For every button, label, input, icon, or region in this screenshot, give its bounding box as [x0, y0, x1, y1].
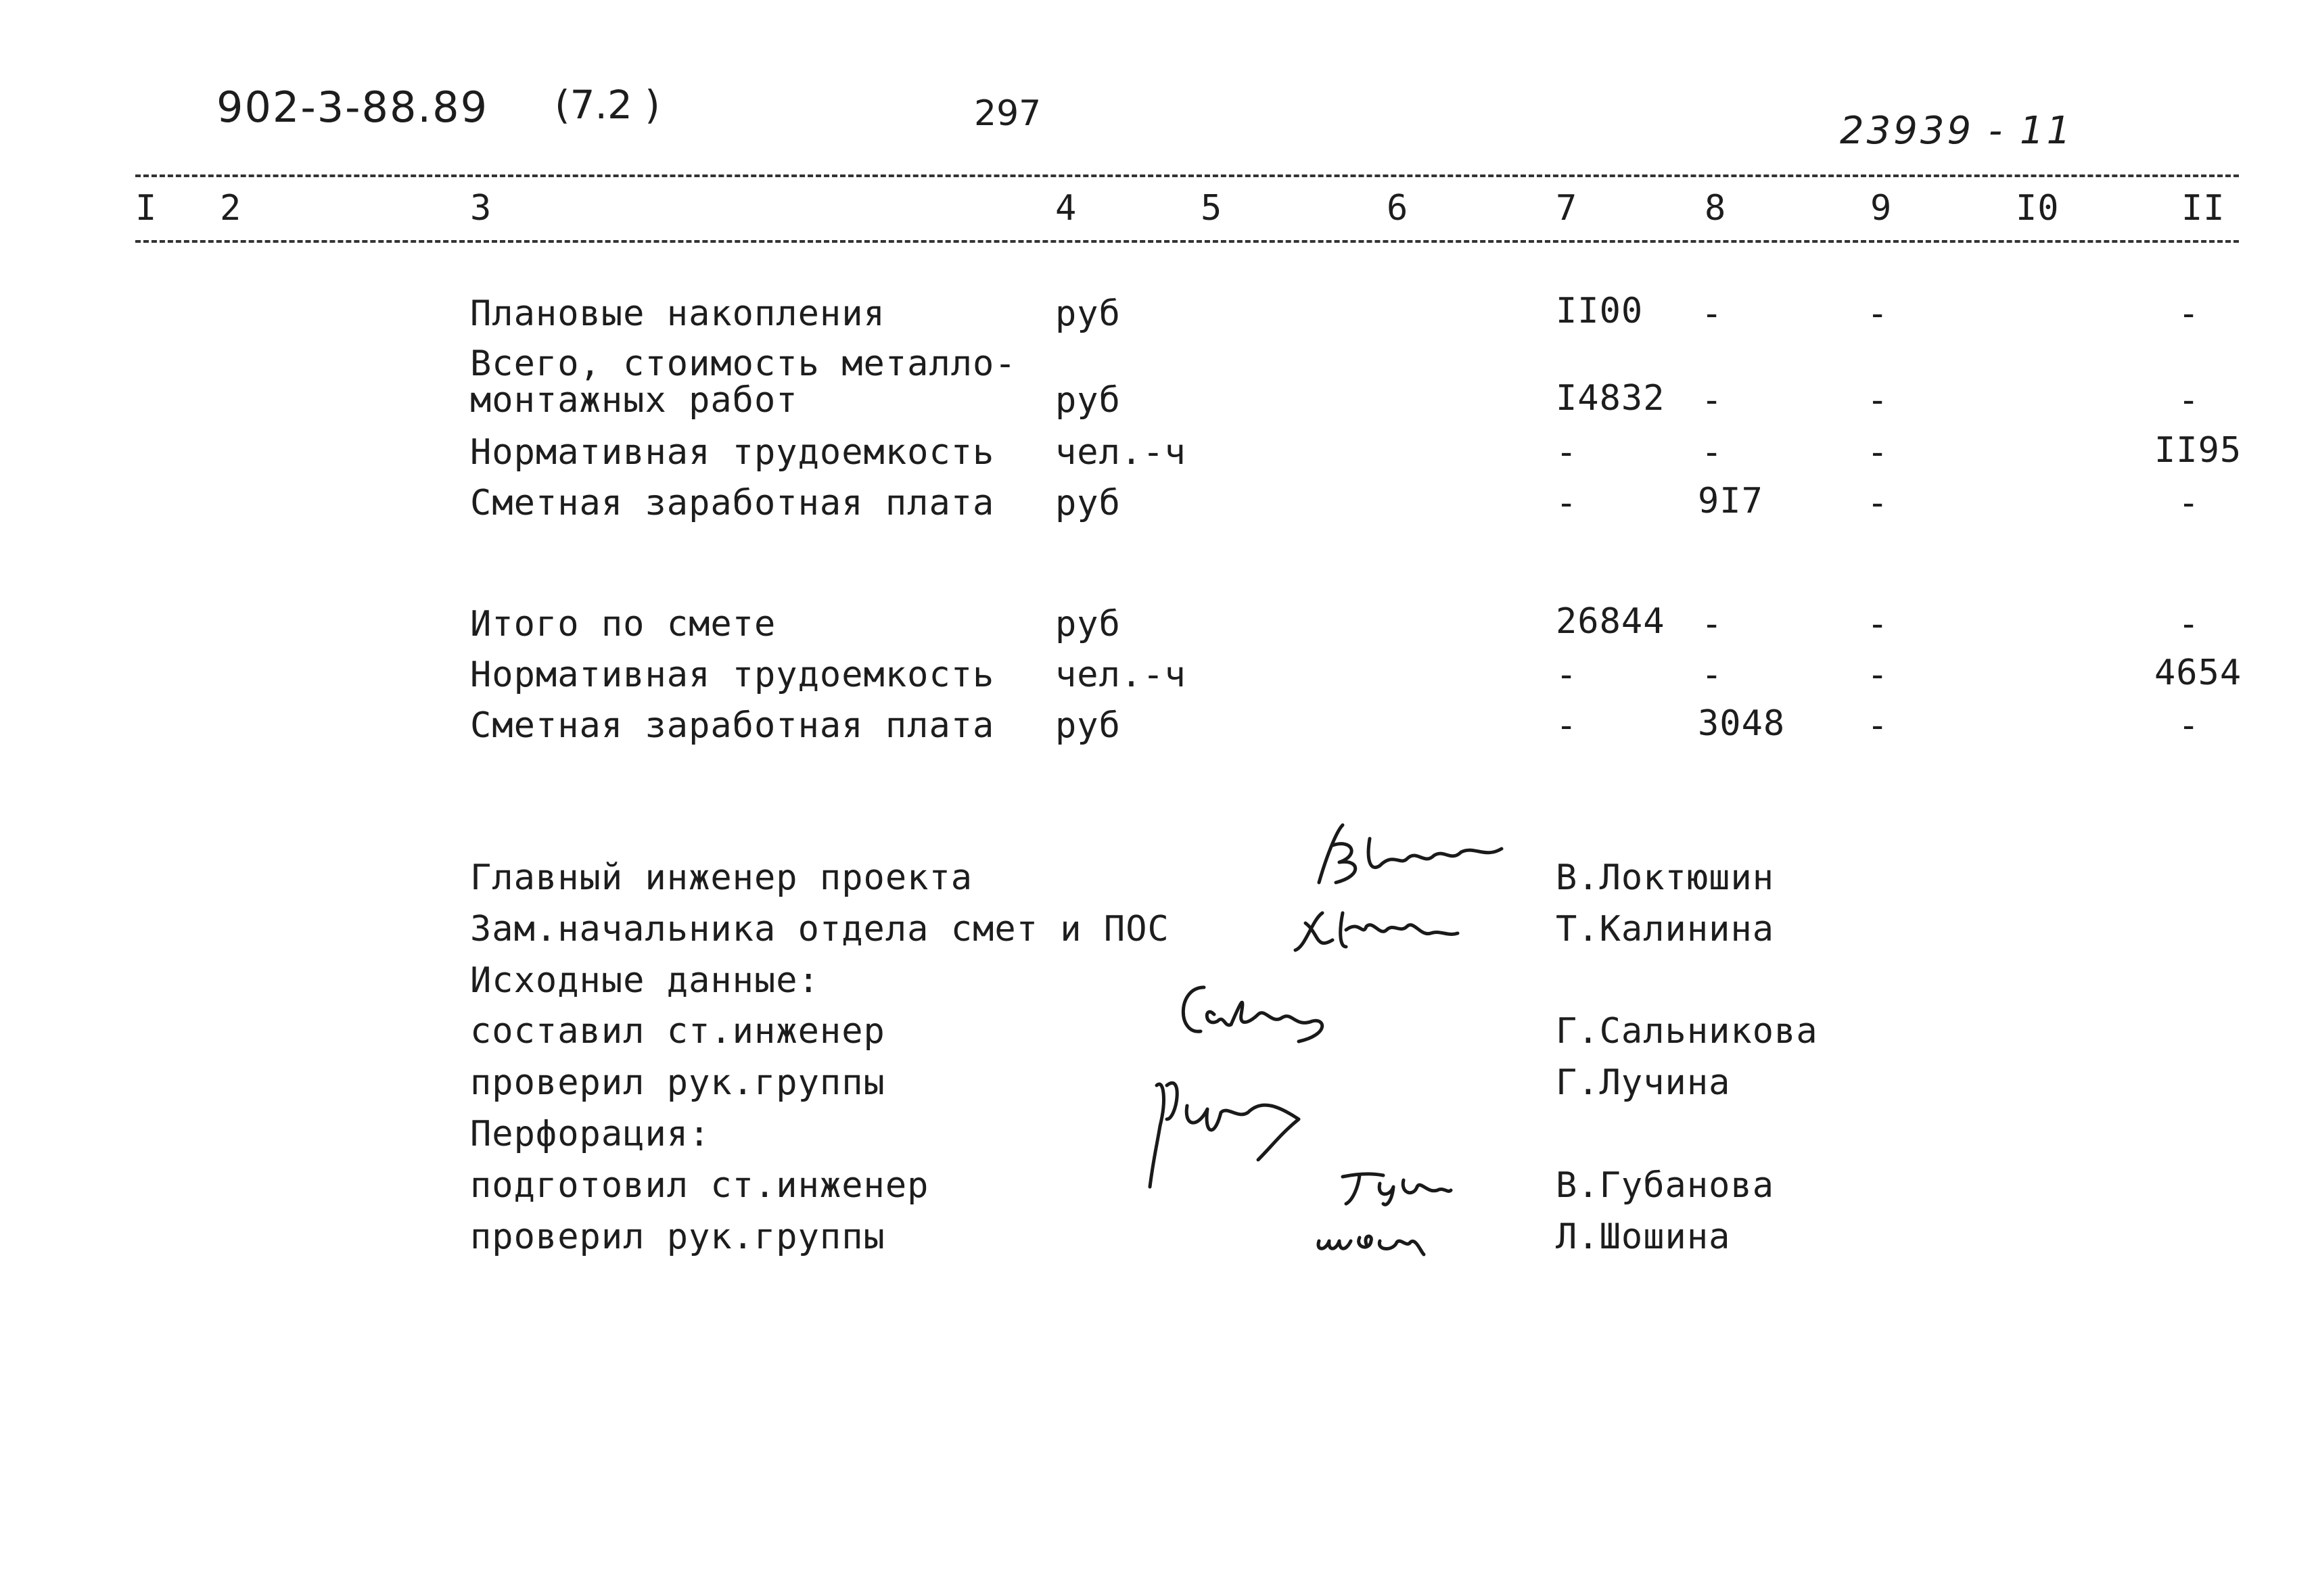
row-unit: руб — [1055, 294, 1121, 334]
row-col11: 4654 — [2154, 653, 2242, 693]
row-col8: - — [1701, 294, 1723, 334]
signer-name: В.Губанова — [1556, 1165, 1775, 1206]
row-name: Сметная заработная плата — [470, 483, 995, 523]
row-col11: - — [2178, 705, 2200, 746]
row-name-continuation: монтажных работ — [470, 380, 798, 421]
sheet-number: (7.2 ) — [555, 82, 660, 128]
row-name: Нормативная трудоемкость — [470, 432, 995, 473]
signer-name: Г.Сальникова — [1556, 1011, 1818, 1052]
row-unit: руб — [1055, 604, 1121, 644]
signer-role: составил ст.инженер — [470, 1011, 885, 1052]
row-col8: - — [1701, 432, 1723, 473]
handwritten-signature-kalinina — [1285, 899, 1475, 960]
row-col8: - — [1701, 604, 1723, 644]
row-col7: - — [1556, 655, 1578, 695]
section-label: Перфорация: — [470, 1114, 711, 1154]
signer-role: Зам.начальника отдела смет и ПОС — [470, 909, 1169, 949]
row-col7: - — [1556, 705, 1578, 746]
col-header-8: 8 — [1705, 188, 1727, 229]
row-name: Итого по смете — [470, 604, 777, 644]
row-col11: II95 — [2154, 430, 2242, 471]
header-rule-top — [135, 174, 2239, 177]
col-header-6: 6 — [1387, 188, 1409, 229]
signer-name: Т.Калинина — [1556, 909, 1775, 949]
signer-name: Г.Лучина — [1556, 1062, 1731, 1103]
inventory-number: 23939 - 11 — [1840, 109, 2074, 153]
row-col7: II00 — [1556, 291, 1644, 331]
page-number: 297 — [974, 93, 1042, 134]
row-col7: - — [1556, 432, 1578, 473]
row-unit: руб — [1055, 705, 1121, 746]
section-label: Исходные данные: — [470, 960, 820, 1001]
row-name: Сметная заработная плата — [470, 705, 995, 746]
row-col11: - — [2178, 294, 2200, 334]
document-code: 902-3-88.89 — [216, 83, 489, 132]
row-col9: - — [1867, 294, 1889, 334]
row-col7: I4832 — [1556, 378, 1665, 419]
row-name: Всего, стоимость металло- — [470, 344, 1017, 384]
col-header-3: 3 — [470, 188, 492, 229]
handwritten-signature-shoshina — [1309, 1214, 1437, 1261]
col-header-9: 9 — [1870, 188, 1893, 229]
col-header-10: I0 — [2016, 188, 2060, 229]
row-unit: руб — [1055, 483, 1121, 523]
row-col11: - — [2178, 380, 2200, 421]
handwritten-signature-luchina — [1136, 1045, 1353, 1194]
signer-role: проверил рук.группы — [470, 1217, 885, 1257]
row-col7: - — [1556, 483, 1578, 523]
row-col9: - — [1867, 655, 1889, 695]
signer-name: В.Локтюшин — [1556, 858, 1775, 898]
col-header-2: 2 — [220, 188, 242, 229]
row-name: Нормативная трудоемкость — [470, 655, 995, 695]
signer-name: Л.Шошина — [1556, 1217, 1731, 1257]
row-col9: - — [1867, 705, 1889, 746]
col-header-7: 7 — [1556, 188, 1578, 229]
handwritten-signature-loktyushin — [1305, 818, 1522, 893]
row-unit: чел.-ч — [1055, 432, 1186, 473]
row-col8: 9I7 — [1698, 481, 1763, 521]
row-col9: - — [1867, 432, 1889, 473]
handwritten-signature-gubanova — [1333, 1163, 1461, 1211]
row-col9: - — [1867, 483, 1889, 523]
row-unit: руб — [1055, 380, 1121, 421]
row-name: Плановые накопления — [470, 294, 885, 334]
row-col8: - — [1701, 380, 1723, 421]
row-unit: чел.-ч — [1055, 655, 1186, 695]
row-col8: - — [1701, 655, 1723, 695]
header-rule-bottom — [135, 240, 2239, 243]
signer-role: подготовил ст.инженер — [470, 1165, 929, 1206]
signer-role: проверил рук.группы — [470, 1062, 885, 1103]
row-col11: - — [2178, 604, 2200, 644]
row-col7: 26844 — [1556, 601, 1665, 642]
row-col9: - — [1867, 380, 1889, 421]
row-col9: - — [1867, 604, 1889, 644]
col-header-11: II — [2181, 188, 2225, 229]
row-col11: - — [2178, 483, 2200, 523]
col-header-5: 5 — [1201, 188, 1223, 229]
col-header-4: 4 — [1055, 188, 1078, 229]
signer-role: Главный инженер проекта — [470, 858, 973, 898]
row-col8: 3048 — [1698, 703, 1786, 744]
col-header-1: I — [135, 188, 158, 229]
